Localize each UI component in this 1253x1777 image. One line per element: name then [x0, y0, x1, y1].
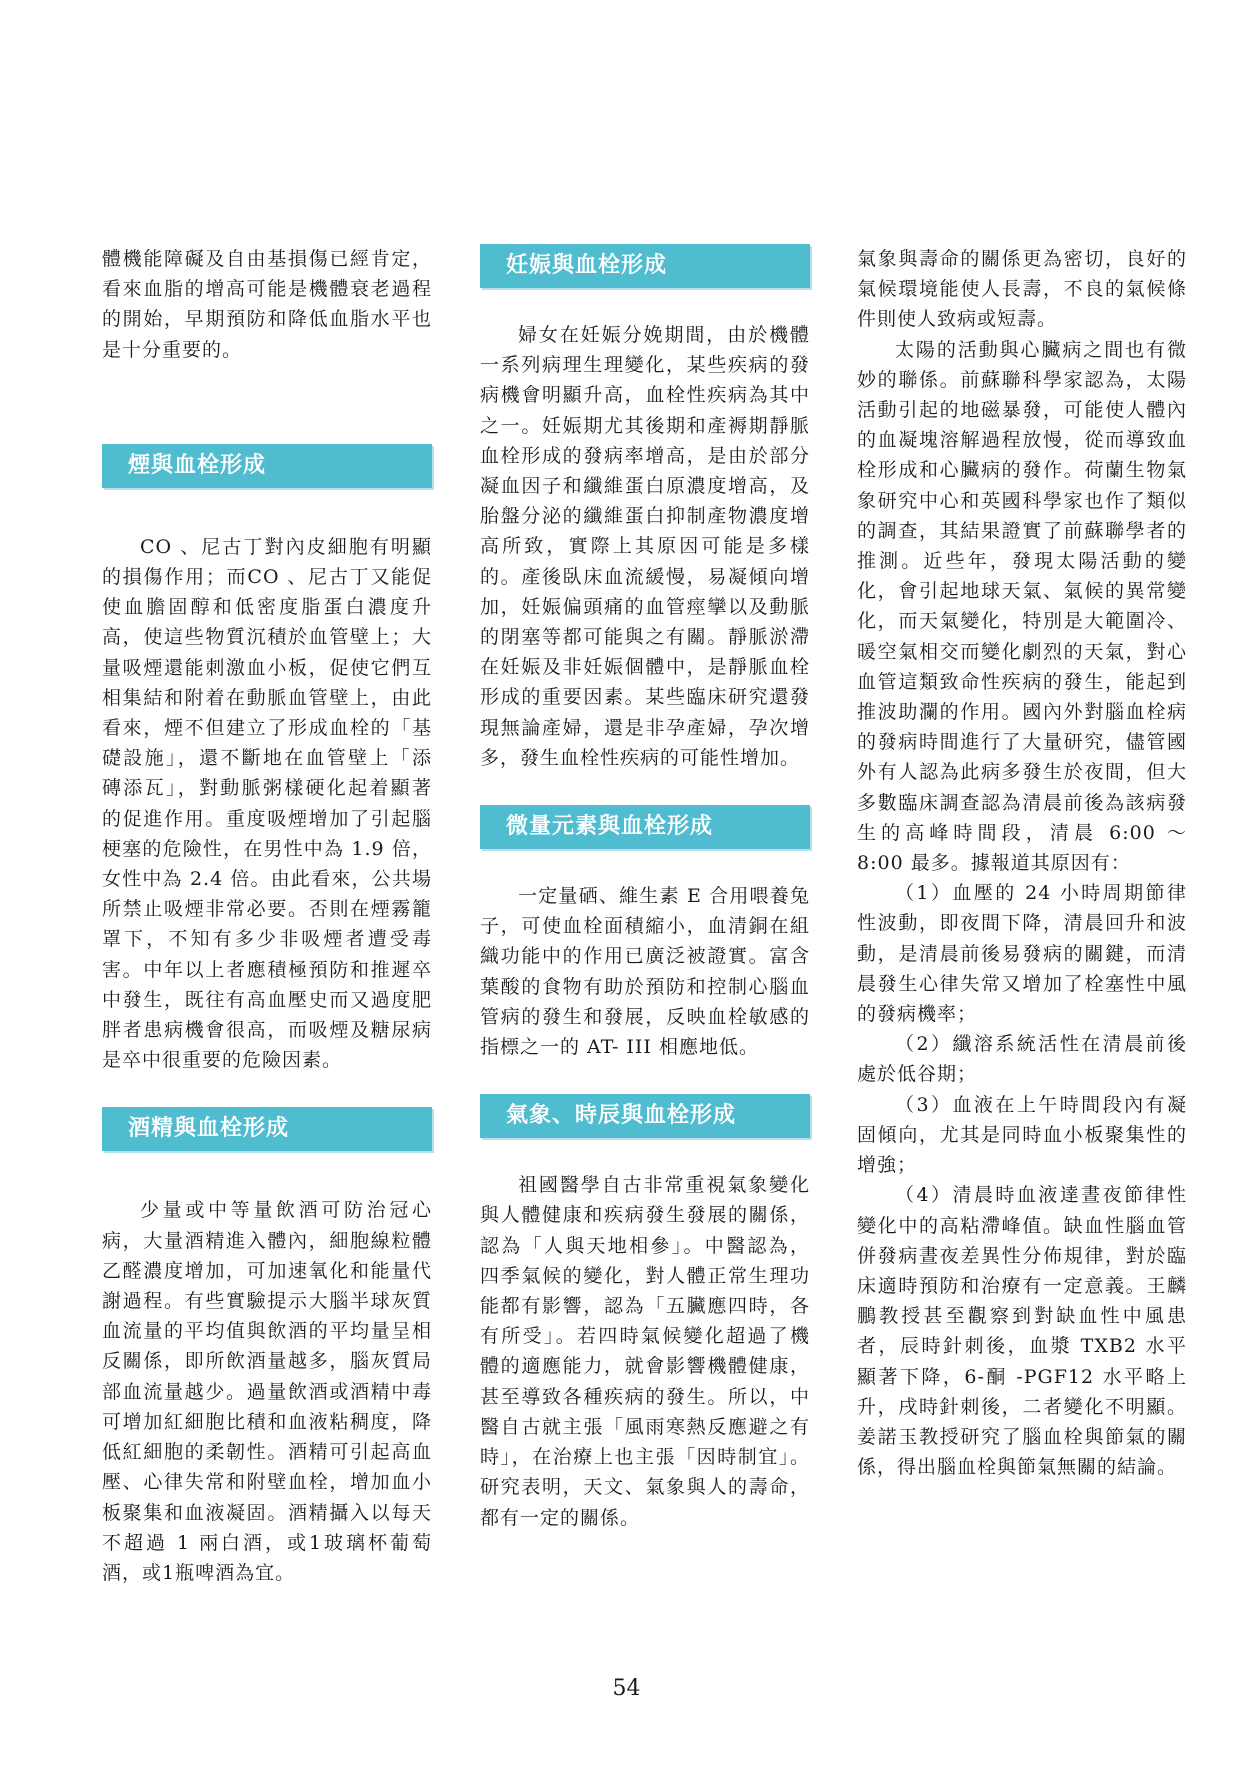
weather-continued-paragraph: 氣象與壽命的關係更為密切，良好的氣候環境能使人長壽，不良的氣候條件則使人致病或短壽。	[857, 248, 1187, 331]
solar-activity-paragraph: 太陽的活動與心臟病之間也有微妙的聯係。前蘇聯科學家認為，太陽活動引起的地磁暴發，可能使人體內的血凝塊溶解過程放慢，從而導致血栓形成和心臟病的發作。荷蘭生物氣象研究中心和英國科學家也作了類似的調查，其結果證實了前蘇聯學者的推測。近些年，發現太陽活動的變化，會引起地球天氣、氣候的異常變化，而天氣變化，特別是大範圍冷、暖空氣相交而變化劇烈的天氣，對心血管這類致命性疾病的發生，能起到推波助瀾的作用。國內外對腦血栓病的發病時間進行了大量研究，儘管國外有人認為此病多發生於夜間，但大多數臨床調查認為清晨前後為該病發生的高峰時間段，清晨 6:00 ～ 8:00 最多。據報道其原因有：	[857, 338, 1187, 875]
column-3	[857, 244, 1187, 1482]
smoking-paragraph: CO 、尼古丁對內皮細胞有明顯的損傷作用；而CO 、尼古丁又能促使血膽固醇和低密度脂蛋白濃度升高，使這些物質沉積於血管壁上；大量吸煙還能刺激血小板，促使它們互相集結和附着在動脈血管壁上，由此看來，煙不但建立了形成血栓的「基礎設施」，還不斷地在血管壁上「添磚添瓦」，對動脈粥樣硬化起着顯著的促進作用。重度吸煙增加了引起腦梗塞的危險性，在男性中為 1.9 倍，女性中為 2.4 倍。由此看來，公共場所禁止吸煙非常必要。否則在煙霧籠罩下，不知有多少非吸煙者遭受毒害。中年以上者應積極預防和推遲卒中發生，既往有高血壓史而又過度肥胖者患病機會很高，而吸煙及糖尿病是卒中很重要的危險因素。	[102, 535, 432, 1072]
pregnancy-section-title: 妊娠與血栓形成	[480, 244, 810, 288]
trace-element-section-title: 微量元素與血栓形成	[480, 805, 810, 849]
reason-item-4: （4）清晨時血液達晝夜節律性變化中的高粘滯峰值。缺血性腦血管併發病晝夜差異性分佈規律，對於臨床適時預防和治療有一定意義。王麟鵬教授甚至觀察到對缺血性中風患者，辰時針刺後，血漿 TXB2 水平顯著下降，6-酮 -PGF12 水平略上升，戌時針刺後，二者變化不明顯。姜諾玉教授研究了腦血栓與節氣的關係，得出腦血栓與節氣無關的結論。	[857, 1184, 1187, 1479]
intro-paragraph: 體機能障礙及自由基損傷已經肯定，看來血脂的增高可能是機體衰老過程的開始，早期預防和降低血脂水平也是十分重要的。	[102, 248, 432, 361]
alcohol-section-title: 酒精與血栓形成	[102, 1107, 432, 1151]
pregnancy-paragraph: 婦女在妊娠分娩期間，由於機體一系列病理生理變化，某些疾病的發病機會明顯升高，血栓性疾病為其中之一。妊娠期尤其後期和產褥期靜脈血栓形成的發病率增高，是由於部分凝血因子和纖維蛋白原濃度增高，及胎盤分泌的纖維蛋白抑制產物濃度增高所致，實際上其原因可能是多樣的。產後臥床血流緩慢，易凝傾向增加，妊娠偏頭痛的血管痙攣以及動脈的閉塞等都可能與之有關。靜脈淤滯在妊娠及非妊娠個體中，是靜脈血栓形成的重要因素。某些臨床研究還發現無論產婦，還是非孕產婦，孕次增多，發生血栓性疾病的可能性增加。	[480, 324, 810, 769]
reason-item-2: （2）纖溶系統活性在清晨前後處於低谷期；	[857, 1033, 1187, 1086]
weather-section-title: 氣象、時辰與血栓形成	[480, 1094, 810, 1138]
page-number: 54	[612, 1676, 641, 1701]
reason-item-3: （3）血液在上午時間段內有凝固傾向，尤其是同時血小板聚集性的增強；	[857, 1093, 1187, 1177]
column-2	[480, 244, 810, 1533]
alcohol-paragraph: 少量或中等量飲酒可防治冠心病，大量酒精進入體內，細胞線粒體乙醛濃度增加，可加速氧化和能量代謝過程。有些實驗提示大腦半球灰質血流量的平均值與飲酒的平均量呈相反關係，即所飲酒量越多，腦灰質局部血流量越少。過量飲酒或酒精中毒可增加紅細胞比積和血液粘稠度，降低紅細胞的柔韌性。酒精可引起高血壓、心律失常和附壁血栓，增加血小板聚集和血液凝固。酒精攝入以每天不超過 1 兩白酒，或1玻璃杯葡萄酒，或1瓶啤酒為宜。	[102, 1199, 432, 1584]
trace-element-paragraph: 一定量硒、維生素 E 合用喂養兔子，可使血栓面積縮小，血清銅在組織功能中的作用已廣泛被證實。富含葉酸的食物有助於預防和控制心腦血管病的發生和發展，反映血栓敏感的指標之一的 AT- III 相應地低。	[480, 885, 810, 1059]
reason-item-1: （1）血壓的 24 小時周期節律性波動，即夜間下降，清晨回升和波動，是清晨前後易發病的關鍵，而清晨發生心律失常又增加了栓塞性中風的發病機率；	[857, 882, 1187, 1026]
column-1	[102, 244, 432, 1588]
weather-paragraph: 祖國醫學自古非常重視氣象變化與人體健康和疾病發生發展的關係，認為「人與天地相參」。中醫認為，四季氣候的變化，對人體正常生理功能都有影響，認為「五臟應四時，各有所受」。若四時氣候變化超過了機體的適應能力，就會影響機體健康，甚至導致各種疾病的發生。所以，中醫自古就主張「風雨寒熱反應避之有時」，在治療上也主張「因時制宜」。研究表明，天文、氣象與人的壽命，都有一定的關係。	[480, 1174, 810, 1529]
smoking-section-title: 煙與血栓形成	[102, 444, 432, 488]
